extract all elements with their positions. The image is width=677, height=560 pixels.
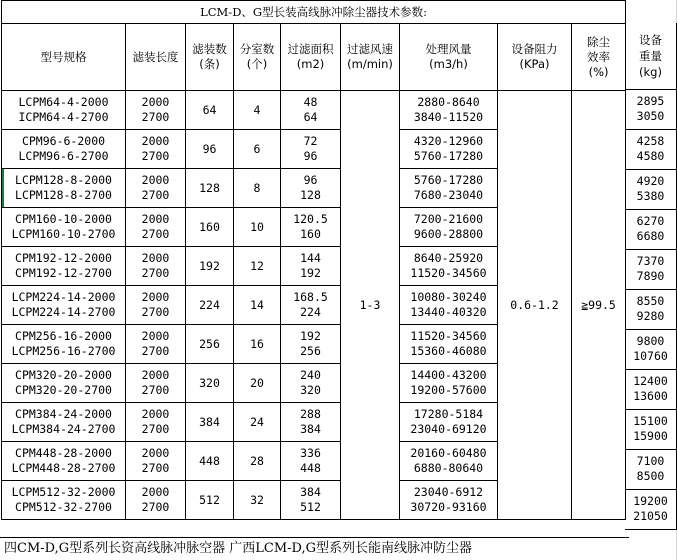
model-cell[interactable] — [2, 130, 126, 169]
bags-cell[interactable]: 160 — [186, 208, 234, 247]
model-cell-line: CPM320-20-2700 — [15, 383, 112, 397]
length-cell-line: 2000 — [141, 173, 170, 187]
length-cell-line: 2000 — [141, 485, 170, 499]
header-efficiency-l3: (%) — [588, 64, 609, 79]
airflow-cell-line: 5760-17280 — [413, 149, 484, 163]
airflow-cell[interactable] — [400, 403, 498, 442]
length-cell-line: 2700 — [141, 344, 170, 358]
length-cell-line: 2700 — [141, 422, 170, 436]
airflow-cell-line: 11520-34560 — [410, 266, 487, 280]
model-cell-line: CPM192-12-2000 — [15, 251, 112, 265]
area-cell-line: 224 — [300, 305, 321, 319]
model-cell[interactable] — [2, 403, 126, 442]
airflow-cell-line: 15360-46080 — [410, 344, 487, 358]
model-cell[interactable] — [2, 247, 126, 286]
airflow-cell-line: 9600-28800 — [413, 227, 484, 241]
airflow-cell[interactable] — [400, 286, 498, 325]
area-cell[interactable] — [281, 169, 341, 208]
header-model[interactable]: 型号规格 — [2, 24, 126, 91]
length-cell-line: 2000 — [141, 251, 170, 265]
weight-cell-line: 7890 — [636, 269, 665, 283]
model-cell-line: LCPM128-8-2700 — [15, 188, 112, 202]
weight-cell-line: 8500 — [636, 469, 665, 483]
area-cell-line: 384 — [300, 422, 321, 436]
area-cell-line: 192 — [300, 329, 321, 343]
model-cell-line: LCPM64-4-2000 — [18, 95, 109, 109]
bags-cell[interactable]: 320 — [186, 364, 234, 403]
model-cell-line: CPM320-20-2000 — [15, 368, 112, 382]
weight-cell-line: 9280 — [636, 309, 665, 323]
weight-cell-line: 5380 — [636, 189, 665, 203]
speed-merged-cell[interactable]: 1-3 — [341, 91, 400, 520]
chambers-cell[interactable]: 6 — [234, 130, 281, 169]
area-cell-line: 120.5 — [293, 212, 328, 226]
weight-cell-line: 19200 — [633, 494, 668, 508]
efficiency-merged-cell[interactable]: ≧99.5 — [572, 91, 626, 520]
model-cell-line: CPM512-32-2700 — [15, 500, 112, 514]
bags-cell[interactable]: 256 — [186, 325, 234, 364]
weight-cell-line: 6680 — [636, 229, 665, 243]
weight-cell-line: 7370 — [636, 254, 665, 268]
chambers-cell[interactable]: 28 — [234, 442, 281, 481]
weight-cell-line: 7100 — [636, 454, 665, 468]
chambers-cell[interactable]: 8 — [234, 169, 281, 208]
length-cell[interactable] — [126, 130, 186, 169]
area-cell-line: 288 — [300, 407, 321, 421]
airflow-cell[interactable] — [400, 247, 498, 286]
length-cell-line: 2700 — [141, 305, 170, 319]
weight-cell-line: 4580 — [636, 149, 665, 163]
area-cell[interactable] — [281, 91, 341, 130]
area-cell-line: 256 — [300, 344, 321, 358]
area-cell[interactable] — [281, 481, 341, 520]
length-cell-line: 2700 — [141, 110, 170, 124]
spec-table — [1, 0, 626, 520]
model-cell-line: CPM160-10-2000 — [15, 212, 112, 226]
header-length[interactable]: 滤装长度 — [126, 24, 186, 91]
model-cell-line: CPM448-28-2000 — [15, 446, 112, 460]
airflow-cell[interactable] — [400, 481, 498, 520]
airflow-cell-line: 23040-69120 — [410, 422, 487, 436]
header-airflow[interactable] — [400, 24, 498, 91]
area-cell[interactable] — [281, 286, 341, 325]
header-weight[interactable] — [625, 23, 677, 90]
weight-cell[interactable] — [625, 290, 677, 330]
header-speed[interactable] — [341, 24, 400, 91]
model-cell-line: LCPM512-32-2000 — [11, 485, 116, 499]
airflow-cell-line: 13440-40320 — [410, 305, 487, 319]
model-cell-line: LCPM160-10-2700 — [11, 227, 116, 241]
model-cell[interactable] — [2, 442, 126, 481]
area-cell-line: 168.5 — [293, 290, 328, 304]
model-cell[interactable] — [2, 208, 126, 247]
bags-cell[interactable]: 384 — [186, 403, 234, 442]
area-cell-line: 48 — [303, 95, 318, 109]
resistance-merged-cell[interactable]: 0.6-1.2 — [498, 91, 572, 520]
length-cell-line: 2700 — [141, 383, 170, 397]
bags-cell[interactable]: 96 — [186, 130, 234, 169]
bags-cell[interactable]: 128 — [186, 169, 234, 208]
length-cell[interactable] — [126, 481, 186, 520]
length-cell[interactable] — [126, 247, 186, 286]
weight-cell-line: 10760 — [633, 349, 668, 363]
weight-cell-line: 6270 — [636, 214, 665, 228]
weight-cell[interactable] — [625, 490, 677, 530]
length-cell-line: 2700 — [141, 500, 170, 514]
airflow-cell-line: 20160-60480 — [410, 446, 487, 460]
area-cell-line: 336 — [300, 446, 321, 460]
header-chambers-l2: (个) — [246, 57, 268, 71]
airflow-cell-line: 19200-57600 — [410, 383, 487, 397]
table-row — [2, 91, 626, 130]
weight-cell-line: 3050 — [636, 109, 665, 123]
header-airflow-l1: 处理风量 — [425, 42, 472, 56]
header-resistance[interactable] — [498, 24, 572, 91]
footer-caption[interactable]: 四CM-D,G型系列长资高线脉冲脉空器 广西LCM-D,G型系列长能南线脉冲防尘器 — [0, 537, 629, 560]
bags-cell[interactable]: 64 — [186, 91, 234, 130]
model-cell[interactable] — [2, 364, 126, 403]
airflow-cell[interactable] — [400, 91, 498, 130]
airflow-cell-line: 4320-12960 — [413, 134, 484, 148]
area-cell-line: 96 — [303, 173, 318, 187]
area-cell[interactable] — [281, 364, 341, 403]
area-cell[interactable] — [281, 442, 341, 481]
length-cell-line: 2000 — [141, 212, 170, 226]
length-cell-line: 2700 — [141, 227, 170, 241]
area-cell-line: 512 — [300, 500, 321, 514]
bags-cell[interactable]: 448 — [186, 442, 234, 481]
model-cell[interactable] — [2, 169, 126, 208]
model-cell-line: ICPM64-4-2700 — [18, 110, 109, 124]
header-resistance-l1: 设备阻力 — [511, 42, 558, 56]
airflow-cell[interactable] — [400, 442, 498, 481]
model-cell[interactable] — [2, 286, 126, 325]
area-cell-line: 72 — [303, 134, 318, 148]
model-cell[interactable] — [2, 325, 126, 364]
airflow-cell-line: 7680-23040 — [413, 188, 484, 202]
length-cell-line: 2000 — [141, 134, 170, 148]
area-cell[interactable] — [281, 247, 341, 286]
header-speed-l1: 过滤风速 — [347, 42, 393, 56]
airflow-cell-line: 2880-8640 — [417, 95, 480, 109]
chambers-cell[interactable]: 20 — [234, 364, 281, 403]
length-cell-line: 2000 — [141, 95, 170, 109]
airflow-cell-line: 23040-6912 — [413, 485, 484, 499]
model-cell-line: LCPM128-8-2000 — [15, 173, 112, 187]
bags-cell[interactable]: 512 — [186, 481, 234, 520]
airflow-cell-line: 30720-93160 — [410, 500, 487, 514]
weight-cell-line: 21050 — [633, 509, 668, 523]
weight-cell[interactable] — [625, 130, 677, 170]
header-bags-l1: 滤装数 — [192, 42, 227, 56]
weight-cell-line: 13600 — [633, 389, 668, 403]
bags-cell[interactable]: 192 — [186, 247, 234, 286]
length-cell-line: 2000 — [141, 368, 170, 382]
length-cell[interactable] — [126, 286, 186, 325]
area-cell[interactable] — [281, 130, 341, 169]
header-bags-l2: (条) — [199, 57, 220, 71]
length-cell-line: 2700 — [141, 149, 170, 163]
model-cell-line: CPM96-6-2000 — [21, 134, 106, 148]
model-cell-line: LCPM256-16-2700 — [11, 344, 116, 358]
weight-cell[interactable] — [625, 250, 677, 290]
length-cell[interactable] — [126, 208, 186, 247]
header-resistance-l2: (KPa) — [519, 57, 550, 71]
weight-cell[interactable] — [625, 330, 677, 370]
header-bags[interactable] — [186, 24, 234, 91]
weight-cell[interactable] — [625, 450, 677, 490]
weight-cell-line: 2895 — [636, 94, 665, 108]
weight-cell[interactable] — [625, 170, 677, 210]
area-cell[interactable] — [281, 208, 341, 247]
header-row — [2, 24, 626, 91]
model-cell[interactable] — [2, 91, 126, 130]
chambers-cell[interactable]: 32 — [234, 481, 281, 520]
model-cell-line: CPM384-24-2000 — [15, 407, 112, 421]
length-cell-line: 2700 — [141, 188, 170, 202]
chambers-cell[interactable]: 12 — [234, 247, 281, 286]
model-cell[interactable] — [2, 481, 126, 520]
weight-cell[interactable] — [625, 90, 677, 130]
area-cell[interactable] — [281, 325, 341, 364]
area-cell-line: 64 — [303, 110, 318, 124]
airflow-cell-line: 7200-21600 — [413, 212, 484, 226]
header-airflow-l2: (m3/h) — [429, 57, 468, 71]
chambers-cell[interactable]: 16 — [234, 325, 281, 364]
chambers-cell[interactable]: 4 — [234, 91, 281, 130]
area-cell[interactable] — [281, 403, 341, 442]
model-cell-line: LCPM384-24-2700 — [11, 422, 116, 436]
area-cell-line: 144 — [300, 251, 321, 265]
length-cell[interactable] — [126, 403, 186, 442]
chambers-cell[interactable]: 10 — [234, 208, 281, 247]
header-weight-line: 重量 — [639, 49, 662, 63]
length-cell-line: 2000 — [141, 407, 170, 421]
weight-cell-line: 9800 — [636, 334, 665, 348]
chambers-cell[interactable]: 24 — [234, 403, 281, 442]
airflow-cell-line: 8640-25920 — [413, 251, 484, 265]
area-cell-line: 240 — [300, 368, 321, 382]
airflow-cell[interactable] — [400, 325, 498, 364]
header-area-l2: (m2) — [296, 57, 325, 71]
weight-cell[interactable] — [625, 210, 677, 250]
length-cell[interactable] — [126, 364, 186, 403]
airflow-cell-line: 17280-5184 — [413, 407, 484, 421]
model-cell-line: LCPM224-14-2000 — [11, 290, 116, 304]
length-cell-line: 2700 — [141, 461, 170, 475]
length-cell-line: 2000 — [141, 446, 170, 460]
table-title[interactable]: LCM-D、G型长装高线脉冲除尘器技术参数: — [2, 1, 626, 24]
header-area-l1: 过滤面积 — [287, 42, 334, 56]
length-cell[interactable] — [126, 325, 186, 364]
airflow-cell[interactable] — [400, 364, 498, 403]
length-cell-line: 2000 — [141, 329, 170, 343]
chambers-cell[interactable]: 14 — [234, 286, 281, 325]
area-cell-line: 384 — [300, 485, 321, 499]
airflow-cell[interactable] — [400, 208, 498, 247]
weight-cell-line: 15900 — [633, 429, 668, 443]
header-efficiency-l1: 除尘 — [587, 34, 611, 49]
weight-cell-line: 8550 — [636, 294, 665, 308]
header-weight-line: 设备 — [639, 33, 662, 47]
weight-cell[interactable] — [625, 370, 677, 410]
airflow-cell-line: 14400-43200 — [410, 368, 487, 382]
header-efficiency[interactable] — [572, 24, 626, 91]
airflow-cell-line: 6880-80640 — [413, 461, 484, 475]
model-cell-line: CPM192-12-2700 — [15, 266, 112, 280]
weight-cell-line: 4920 — [636, 174, 665, 188]
length-cell-line: 2000 — [141, 290, 170, 304]
weight-column — [625, 0, 677, 530]
header-efficiency-l2: 效率 — [587, 49, 611, 64]
header-chambers-l1: 分室数 — [239, 42, 275, 56]
airflow-cell[interactable] — [400, 130, 498, 169]
model-cell-line: LCPM448-28-2700 — [11, 461, 116, 475]
airflow-cell-line: 3840-11520 — [413, 110, 484, 124]
area-cell-line: 448 — [300, 461, 321, 475]
length-cell[interactable] — [126, 91, 186, 130]
airflow-cell-line: 5760-17280 — [413, 173, 484, 187]
weight-cell-line: 4258 — [636, 134, 665, 148]
header-chambers[interactable] — [234, 24, 281, 91]
area-cell-line: 192 — [300, 266, 321, 280]
area-cell-line: 128 — [300, 188, 321, 202]
length-cell-line: 2700 — [141, 266, 170, 280]
model-cell-line: LCPM224-14-2700 — [11, 305, 116, 319]
header-weight-line: (kg) — [639, 65, 662, 79]
area-cell-line: 160 — [300, 227, 321, 241]
weight-cell-line: 15100 — [633, 414, 668, 428]
header-area[interactable] — [281, 24, 341, 91]
airflow-cell-line: 10080-30240 — [410, 290, 487, 304]
area-cell-line: 320 — [300, 383, 321, 397]
length-cell[interactable] — [126, 442, 186, 481]
area-cell-line: 96 — [303, 149, 318, 163]
model-cell-line: LCPM96-6-2700 — [18, 149, 109, 163]
header-speed-l2: (m/min) — [347, 57, 393, 71]
weight-cell-line: 12400 — [633, 374, 668, 388]
bags-cell[interactable]: 224 — [186, 286, 234, 325]
model-cell-line: CPM256-16-2000 — [15, 329, 112, 343]
airflow-cell-line: 11520-34560 — [410, 329, 487, 343]
airflow-cell[interactable] — [400, 169, 498, 208]
weight-cell[interactable] — [625, 410, 677, 450]
length-cell[interactable] — [126, 169, 186, 208]
